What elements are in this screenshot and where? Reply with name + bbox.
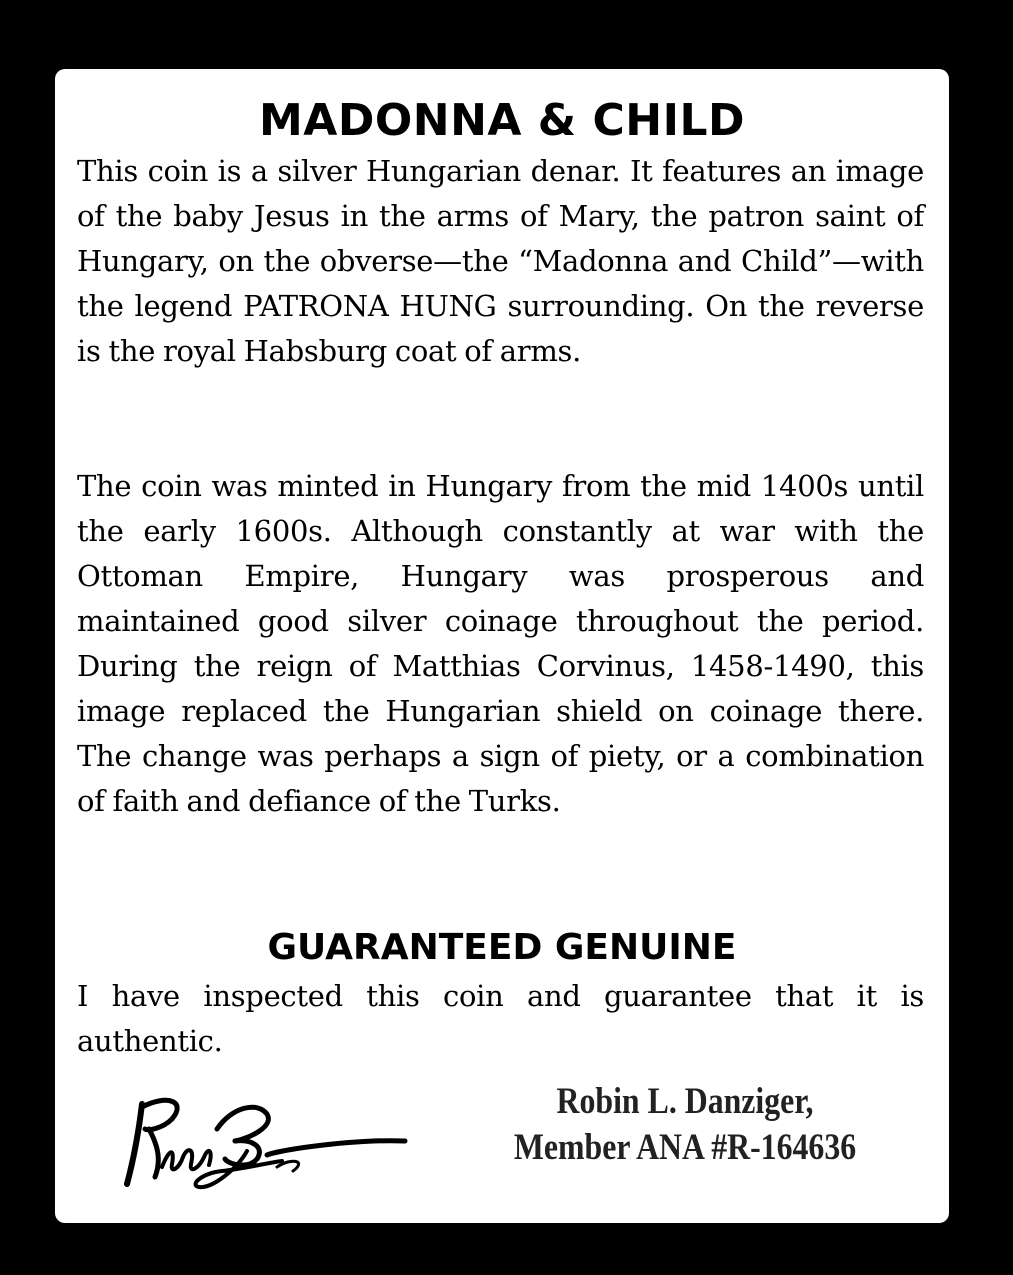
description-paragraph: This coin is a silver Hungarian denar. It features an image of the baby Jesus in the arms of Mary, the patron saint of Hungary, on the obverse—the “Madonna and Child”—with the legend PATRONA HUNG surrounding. On the reverse is the royal Habsburg coat of arms. bbox=[77, 154, 924, 368]
signer-block bbox=[513, 1079, 857, 1171]
signer-membership: Member ANA #R-164636 bbox=[513, 1127, 857, 1168]
guarantee-heading: GUARANTEED GENUINE bbox=[267, 927, 737, 968]
history-paragraph: The coin was minted in Hungary from the mid 1400s until the early 1600s. Although constantly at war with the Ottoman Empire, Hungary was prosperous and maintained good silver coinage throughout the period. During the reign of Matthias Corvinus, 1458-1490, this image replaced the Hungarian shield on coinage there. The change was perhaps a sign of piety, or a combination of faith and defiance of the Turks. bbox=[77, 469, 924, 818]
guarantee-text: I have inspected this coin and guarantee that it is authentic. bbox=[77, 979, 924, 1058]
signature-image bbox=[117, 1089, 417, 1199]
certificate-title: MADONNA & CHILD bbox=[258, 95, 746, 146]
certificate-card bbox=[55, 69, 949, 1223]
signer-name: Robin L. Danziger, bbox=[556, 1081, 814, 1122]
